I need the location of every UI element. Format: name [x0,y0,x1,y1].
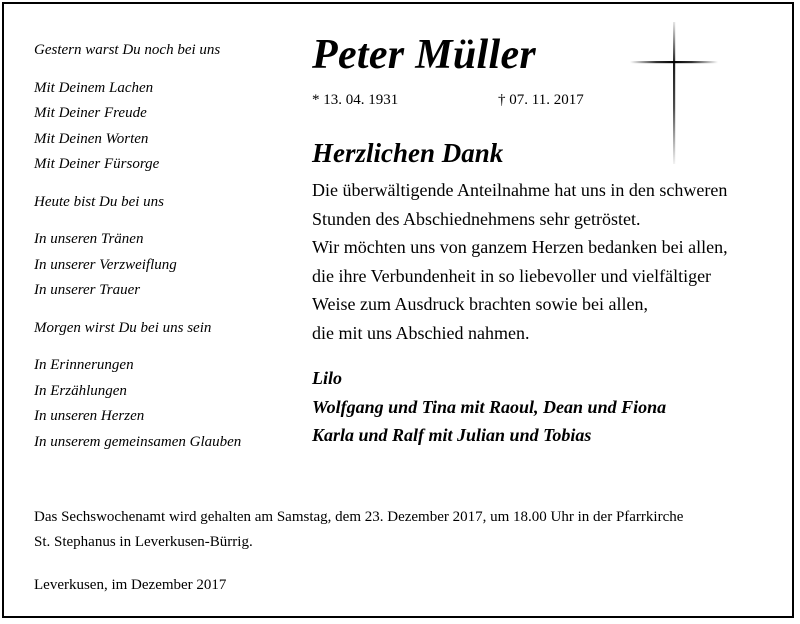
poem-line: In unserer Trauer [34,282,141,298]
thanks-line: Weise zum Ausdruck brachten sowie bei allen, [312,294,648,314]
poem-stanza [34,38,294,64]
poem-line: Mit Deiner Freude [34,105,147,121]
poem-line: Mit Deinen Worten [34,130,149,147]
notice-line: Das Sechswochenamt wird gehalten am Samstag, dem 23. Dezember 2017, um 18.00 Uhr in der Pfarrkirche [34,509,684,525]
thanks-line: Stunden des Abschiednehmens sehr getröstet. [312,208,641,229]
service-notice [34,505,794,555]
poem-line: Heute bist Du bei uns [34,193,164,210]
poem-stanza [34,316,294,342]
poem-line: Gestern warst Du noch bei uns [34,42,221,58]
family-line: Wolfgang und Tina mit Raoul, Dean und Fiona [312,396,667,417]
family-line: Lilo [312,368,342,388]
poem-line: In Erzählungen [34,382,127,399]
death-date: † 07. 11. 2017 [498,92,584,108]
poem-line: Morgen wirst Du bei uns sein [34,319,212,336]
poem-stanza [34,353,294,455]
poem-stanza [34,227,294,304]
poem [34,38,294,467]
poem-line: Mit Deiner Fürsorge [34,156,160,172]
poem-line: In unseren Herzen [34,408,145,424]
cross-icon [630,22,718,164]
family-signatures [312,364,666,450]
thanks-text [312,176,792,347]
poem-line: In unseren Tränen [34,231,144,247]
thanks-line: Die überwältigende Anteilnahme hat uns in den schweren [312,180,728,200]
deceased-name: Peter Müller [312,32,537,78]
poem-line: In unserer Verzweiflung [34,256,177,273]
notice-line: St. Stephanus in Leverkusen-Bürrig. [34,534,253,550]
thanks-title: Herzlichen Dank [312,138,504,168]
place-date: Leverkusen, im Dezember 2017 [34,577,227,593]
birth-date: * 13. 04. 1931 [312,92,399,108]
thanks-line: die ihre Verbundenheit in so liebevoller und vielfältiger [312,265,712,286]
thanks-line: die mit uns Abschied nahmen. [312,322,530,343]
poem-line: In Erinnerungen [34,357,134,373]
poem-stanza [34,76,294,178]
family-line: Karla und Ralf mit Julian und Tobias [312,425,592,445]
poem-stanza [34,190,294,216]
thanks-line: Wir möchten uns von ganzem Herzen bedanken bei allen, [312,237,728,257]
poem-line: Mit Deinem Lachen [34,79,154,96]
poem-line: In unserem gemeinsamen Glauben [34,433,242,450]
